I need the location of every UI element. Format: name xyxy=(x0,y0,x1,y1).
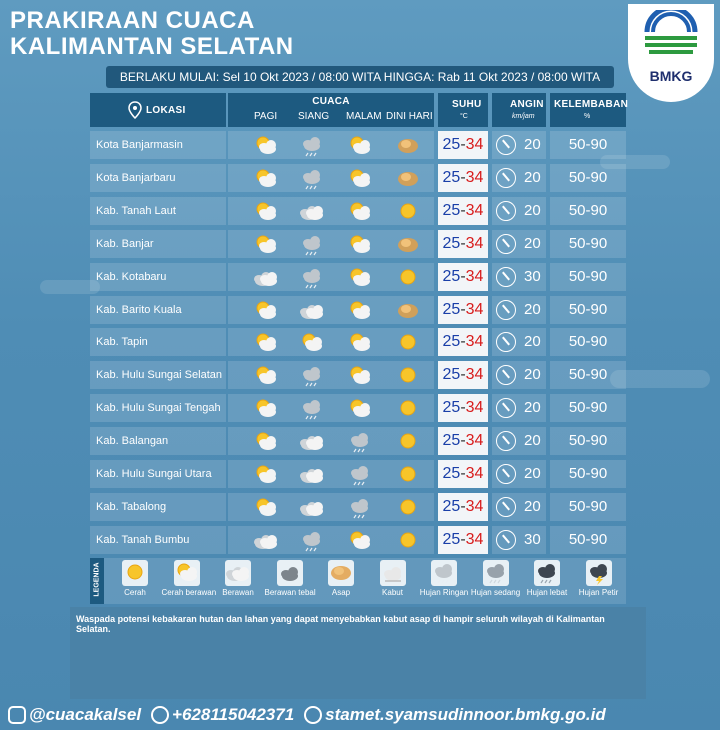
weather-icons xyxy=(228,427,434,455)
hujan-ringan-icon xyxy=(348,496,372,518)
wind xyxy=(492,164,546,192)
location-name: Kab. Hulu Sungai Utara xyxy=(90,460,226,488)
header-location xyxy=(90,93,226,127)
berawan-icon xyxy=(300,299,324,321)
wind-direction-icon xyxy=(496,267,516,287)
cerah-berawan-icon xyxy=(254,331,278,353)
asap-icon xyxy=(396,299,420,321)
temp-max: 34 xyxy=(465,234,484,252)
temp-dash: - xyxy=(460,234,466,252)
wind-speed: 30 xyxy=(524,267,541,285)
humidity: 50-90 xyxy=(550,493,626,521)
humidity: 50-90 xyxy=(550,427,626,455)
hujan-lebat-icon xyxy=(534,560,560,586)
period-siang: SIANG xyxy=(298,111,330,122)
header-humidity-unit: % xyxy=(584,113,591,120)
humidity: 50-90 xyxy=(550,460,626,488)
weather-icons xyxy=(228,526,434,554)
legend-label: Hujan Ringan xyxy=(419,588,469,597)
humidity: 50-90 xyxy=(550,526,626,554)
wind-speed: 20 xyxy=(524,497,541,515)
legend-title: LEGENDA xyxy=(93,562,101,597)
cerah-berawan-icon xyxy=(174,560,200,586)
cerah-berawan-icon xyxy=(348,364,372,386)
humidity: 50-90 xyxy=(550,296,626,324)
legend-label: Cerah berawan xyxy=(161,588,217,597)
cerah-berawan-icon xyxy=(254,299,278,321)
table-row xyxy=(90,460,626,488)
temp-min: 25 xyxy=(442,497,461,515)
legend-item xyxy=(161,560,217,597)
temp-dash: - xyxy=(460,300,466,318)
temp-max: 34 xyxy=(465,432,484,450)
asap-icon xyxy=(396,134,420,156)
cerah-berawan-icon xyxy=(254,496,278,518)
hujan-ringan-icon xyxy=(300,529,324,551)
wind-speed: 30 xyxy=(524,530,541,548)
temp-dash: - xyxy=(460,366,466,384)
temp-max: 34 xyxy=(465,465,484,482)
asap-icon xyxy=(396,167,420,189)
temp-max: 34 xyxy=(465,168,484,186)
cerah-icon xyxy=(122,560,148,586)
legend-label: Hujan sedang xyxy=(470,588,521,597)
weather-icons xyxy=(228,493,434,521)
humidity: 50-90 xyxy=(550,164,626,192)
legend xyxy=(90,558,626,604)
table-row xyxy=(90,394,626,422)
temp-min: 25 xyxy=(442,530,461,548)
header-wind-label: ANGIN xyxy=(510,99,544,110)
cerah-icon xyxy=(396,397,420,419)
footer-website[interactable]: stamet.syamsudinnoor.bmkg.go.id xyxy=(325,705,606,724)
table-row xyxy=(90,526,626,554)
cerah-icon xyxy=(396,496,420,518)
table-row xyxy=(90,361,626,389)
cerah-icon xyxy=(396,529,420,551)
wind-direction-icon xyxy=(496,530,516,550)
wind-speed: 20 xyxy=(524,300,541,318)
legend-label: Hujan lebat xyxy=(526,588,568,597)
temp-min: 25 xyxy=(442,300,461,318)
header-wind-unit: km/jam xyxy=(512,113,535,120)
wind-direction-icon xyxy=(496,332,516,352)
weather-icons xyxy=(228,296,434,324)
humidity: 50-90 xyxy=(550,131,626,159)
legend-label: Berawan xyxy=(222,588,254,597)
wind-speed: 20 xyxy=(524,465,541,482)
cerah-berawan-icon xyxy=(348,299,372,321)
temp-min: 25 xyxy=(442,234,461,252)
hujan-ringan-icon xyxy=(300,266,324,288)
temp-dash: - xyxy=(460,201,466,219)
footer xyxy=(0,700,720,730)
period-malam: MALAM xyxy=(346,111,382,122)
temp-max: 34 xyxy=(465,201,484,219)
header-temperature xyxy=(438,93,488,127)
legend-item xyxy=(419,560,469,597)
berawan-icon xyxy=(254,266,278,288)
cerah-berawan-icon xyxy=(254,134,278,156)
temp-dash: - xyxy=(460,399,466,417)
temp-dash: - xyxy=(460,465,466,482)
wind-direction-icon xyxy=(496,431,516,451)
warning-text: Waspada potensi kebakaran hutan dan lahan yang dapat menyebabkan kabut asap di hampir seluruh wilayah di Kalimantan Selatan. xyxy=(76,614,605,634)
humidity: 50-90 xyxy=(550,197,626,225)
berawan-tebal-icon xyxy=(277,560,303,586)
legend-label: Asap xyxy=(331,588,351,597)
weather-icons xyxy=(228,131,434,159)
legend-label: Cerah xyxy=(124,588,146,597)
temp-min: 25 xyxy=(442,201,461,219)
asap-icon xyxy=(328,560,354,586)
header-weather-label: CUACA xyxy=(312,96,350,107)
weather-icons xyxy=(228,460,434,488)
humidity: 50-90 xyxy=(550,230,626,258)
table-row xyxy=(90,263,626,291)
wind xyxy=(492,230,546,258)
logo-text: BMKG xyxy=(649,68,693,84)
cerah-berawan-icon xyxy=(300,331,324,353)
legend-label: Hujan Petir xyxy=(578,588,619,597)
location-name: Kab. Banjar xyxy=(90,230,226,258)
cerah-berawan-icon xyxy=(254,167,278,189)
legend-item xyxy=(574,560,624,597)
temperature xyxy=(438,526,488,554)
warning-notice xyxy=(70,607,646,699)
berawan-icon xyxy=(300,496,324,518)
location-name: Kota Banjarbaru xyxy=(90,164,226,192)
cerah-icon xyxy=(396,430,420,452)
weather-icons xyxy=(228,361,434,389)
validity-banner: BERLAKU MULAI: Sel 10 Okt 2023 / 08:00 WITA HINGGA: Rab 11 Okt 2023 / 08:00 WITA xyxy=(106,66,614,88)
weather-icons xyxy=(228,230,434,258)
wind xyxy=(492,296,546,324)
humidity: 50-90 xyxy=(550,328,626,356)
wind-speed: 20 xyxy=(524,136,541,153)
temperature xyxy=(438,427,488,455)
cerah-icon xyxy=(396,463,420,485)
cerah-berawan-icon xyxy=(254,463,278,485)
temp-min: 25 xyxy=(442,136,461,153)
wind xyxy=(492,460,546,488)
temp-max: 34 xyxy=(465,333,484,351)
temp-min: 25 xyxy=(442,399,461,417)
temperature xyxy=(438,230,488,258)
cerah-berawan-icon xyxy=(348,200,372,222)
wind-direction-icon xyxy=(496,464,516,484)
temp-max: 34 xyxy=(465,267,484,285)
location-name: Kab. Barito Kuala xyxy=(90,296,226,324)
footer-instagram[interactable]: @cuacakalsel xyxy=(29,705,142,724)
temp-min: 25 xyxy=(442,432,461,450)
cerah-icon xyxy=(396,200,420,222)
wind xyxy=(492,197,546,225)
temperature xyxy=(438,460,488,488)
legend-label: Berawan tebal xyxy=(264,588,316,597)
table-row xyxy=(90,164,626,192)
kabut-icon xyxy=(380,560,406,586)
wind xyxy=(492,328,546,356)
location-name: Kab. Hulu Sungai Tengah xyxy=(90,394,226,422)
temp-dash: - xyxy=(460,333,466,351)
temp-max: 34 xyxy=(465,497,484,515)
cerah-icon xyxy=(396,266,420,288)
header-wind xyxy=(492,93,546,127)
temperature xyxy=(438,493,488,521)
table-row xyxy=(90,131,626,159)
wind-speed: 20 xyxy=(524,432,541,450)
berawan-icon xyxy=(225,560,251,586)
table-row xyxy=(90,427,626,455)
weather-icons xyxy=(228,164,434,192)
hujan-ringan-icon xyxy=(300,134,324,156)
wind xyxy=(492,131,546,159)
temperature xyxy=(438,328,488,356)
table-row xyxy=(90,493,626,521)
wind-direction-icon xyxy=(496,300,516,320)
header-weather xyxy=(228,93,434,127)
location-name: Kab. Tapin xyxy=(90,328,226,356)
wind xyxy=(492,394,546,422)
wind-speed: 20 xyxy=(524,168,541,186)
berawan-icon xyxy=(254,529,278,551)
header-humidity xyxy=(550,93,629,127)
wind xyxy=(492,427,546,455)
header-location-label: LOKASI xyxy=(146,105,186,116)
cerah-icon xyxy=(396,364,420,386)
web-icon xyxy=(304,706,322,724)
asap-icon xyxy=(396,233,420,255)
temperature xyxy=(438,361,488,389)
temp-max: 34 xyxy=(465,300,484,318)
berawan-icon xyxy=(300,463,324,485)
table-row xyxy=(90,197,626,225)
page-title xyxy=(10,8,294,60)
temperature xyxy=(438,394,488,422)
temp-min: 25 xyxy=(442,465,461,482)
cerah-berawan-icon xyxy=(254,397,278,419)
wind-direction-icon xyxy=(496,201,516,221)
temperature xyxy=(438,197,488,225)
temp-dash: - xyxy=(460,432,466,450)
legend-item xyxy=(316,560,366,597)
wind-direction-icon xyxy=(496,365,516,385)
berawan-icon xyxy=(300,430,324,452)
weather-icons xyxy=(228,394,434,422)
hujan-ringan-icon xyxy=(348,430,372,452)
cerah-berawan-icon xyxy=(254,233,278,255)
footer-whatsapp[interactable]: +628115042371 xyxy=(172,705,295,724)
wind-speed: 20 xyxy=(524,399,541,417)
legend-item xyxy=(213,560,263,597)
wind-direction-icon xyxy=(496,135,516,155)
temp-max: 34 xyxy=(465,366,484,384)
period-dini-hari: DINI HARI xyxy=(386,111,433,122)
temp-min: 25 xyxy=(442,333,461,351)
cerah-berawan-icon xyxy=(348,134,372,156)
cerah-berawan-icon xyxy=(348,266,372,288)
title-line-1: PRAKIRAAN CUACA xyxy=(10,7,255,34)
location-name: Kab. Tabalong xyxy=(90,493,226,521)
location-name: Kota Banjarmasin xyxy=(90,131,226,159)
hujan-ringan-icon xyxy=(348,463,372,485)
table-row xyxy=(90,328,626,356)
legend-label: Kabut xyxy=(382,588,403,597)
humidity: 50-90 xyxy=(550,263,626,291)
wind xyxy=(492,361,546,389)
location-name: Kab. Kotabaru xyxy=(90,263,226,291)
wind-direction-icon xyxy=(496,398,516,418)
cerah-berawan-icon xyxy=(254,430,278,452)
header-humidity-label: KELEMBABAN xyxy=(554,99,629,110)
header-temp-label: SUHU xyxy=(452,99,482,110)
hujan-ringan-icon xyxy=(300,364,324,386)
weather-icons xyxy=(228,328,434,356)
weather-icons xyxy=(228,197,434,225)
cerah-berawan-icon xyxy=(348,233,372,255)
legend-item xyxy=(265,560,315,597)
wind xyxy=(492,526,546,554)
cerah-berawan-icon xyxy=(348,331,372,353)
temperature xyxy=(438,296,488,324)
bmkg-emblem-icon xyxy=(641,10,701,66)
humidity: 50-90 xyxy=(550,361,626,389)
location-name: Kab. Balangan xyxy=(90,427,226,455)
weather-icons xyxy=(228,263,434,291)
berawan-icon xyxy=(300,200,324,222)
title-line-2: KALIMANTAN SELATAN xyxy=(10,33,294,60)
hujan-ringan-icon xyxy=(431,560,457,586)
hujan-petir-icon xyxy=(586,560,612,586)
wind xyxy=(492,263,546,291)
temperature xyxy=(438,131,488,159)
cerah-berawan-icon xyxy=(348,397,372,419)
cerah-icon xyxy=(396,331,420,353)
legend-item xyxy=(522,560,572,597)
legend-item xyxy=(110,560,160,597)
wind-direction-icon xyxy=(496,234,516,254)
temp-dash: - xyxy=(460,136,466,153)
cerah-berawan-icon xyxy=(348,167,372,189)
legend-tag xyxy=(90,558,104,604)
temp-max: 34 xyxy=(465,399,484,417)
temp-dash: - xyxy=(460,530,466,548)
period-pagi: PAGI xyxy=(254,111,278,122)
temperature xyxy=(438,164,488,192)
temperature xyxy=(438,263,488,291)
temp-min: 25 xyxy=(442,168,461,186)
hujan-ringan-icon xyxy=(300,167,324,189)
temp-max: 34 xyxy=(465,530,484,548)
temp-dash: - xyxy=(460,168,466,186)
cerah-berawan-icon xyxy=(254,364,278,386)
temp-max: 34 xyxy=(465,136,484,153)
cerah-berawan-icon xyxy=(254,200,278,222)
location-name: Kab. Hulu Sungai Selatan xyxy=(90,361,226,389)
location-name: Kab. Tanah Laut xyxy=(90,197,226,225)
wind xyxy=(492,493,546,521)
header-temp-unit: °C xyxy=(460,113,468,120)
legend-item xyxy=(368,560,418,597)
wind-speed: 20 xyxy=(524,234,541,252)
wind-direction-icon xyxy=(496,168,516,188)
hujan-ringan-icon xyxy=(300,397,324,419)
table-row xyxy=(90,230,626,258)
temp-dash: - xyxy=(460,497,466,515)
location-pin-icon xyxy=(128,101,142,119)
temp-min: 25 xyxy=(442,267,461,285)
location-name: Kab. Tanah Bumbu xyxy=(90,526,226,554)
whatsapp-icon xyxy=(151,706,169,724)
cerah-berawan-icon xyxy=(348,529,372,551)
hujan-ringan-icon xyxy=(300,233,324,255)
bmkg-logo xyxy=(628,4,714,102)
wind-speed: 20 xyxy=(524,333,541,351)
wind-direction-icon xyxy=(496,497,516,517)
humidity: 50-90 xyxy=(550,394,626,422)
temp-min: 25 xyxy=(442,366,461,384)
wind-speed: 20 xyxy=(524,366,541,384)
table-row xyxy=(90,296,626,324)
hujan-sedang-icon xyxy=(483,560,509,586)
legend-item xyxy=(471,560,521,597)
temp-dash: - xyxy=(460,267,466,285)
instagram-icon xyxy=(8,706,26,724)
wind-speed: 20 xyxy=(524,201,541,219)
